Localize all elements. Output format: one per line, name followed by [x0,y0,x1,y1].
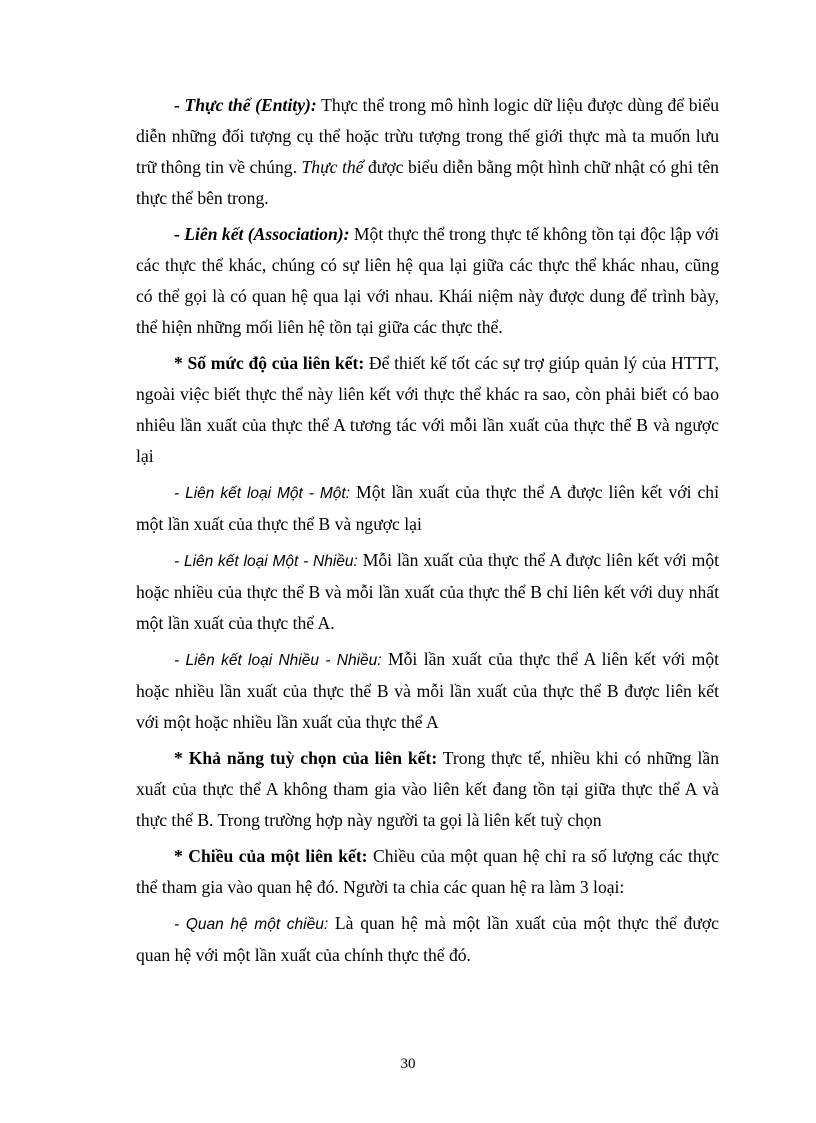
term-one-to-many: - Liên kết loại Một - Nhiều: [174,553,358,570]
term-many-to-many: - Liên kết loại Nhiều - Nhiều: [174,652,382,669]
paragraph-many-to-many [136,644,719,738]
paragraph-entity [136,90,719,214]
unary-text: Là quan hệ mà một lần xuất của một thực thể được quan hệ với một lần xuất của chính thực thể đó. [136,913,719,965]
term-association: - Liên kết (Association): [174,224,350,244]
page-number: 30 [400,1056,416,1072]
term-one-to-one: - Liên kết loại Một - Một: [174,485,351,502]
term-entity: - Thực thể (Entity): [174,95,317,115]
paragraph-association [136,219,719,343]
term-unary: - Quan hệ một chiều: [174,916,329,933]
paragraph-unary [136,908,719,971]
degree-text: Chiều của một quan hệ chỉ ra số lượng các thực thể tham gia vào quan hệ đó. Người ta chia các quan hệ ra làm 3 loại: [136,846,719,897]
paragraph-one-to-one [136,477,719,540]
entity-definition: Thực thể trong mô hình logic dữ liệu được dùng để biểu diễn những đối tượng cụ thể hoặc trừu tượng trong thế giới thực mà ta muốn lưu trữ thông tin về chúng. [136,95,719,177]
association-definition: Một thực thể trong thực tế không tồn tại độc lập với các thực thể khác, chúng có sự liên hệ qua lại giữa các thực thể khác nhau, cũng có thể gọi là có quan hệ qua lại với nhau. Khái niệm này được dung để trình bày, thể hiện những mối liên hệ tồn tại giữa các thực thể. [136,224,720,337]
optionality-text: Trong thực tế, nhiều khi có những lần xuất của thực thể A không tham gia vào liên kết đang tồn tại giữa thực thể A và thực thể B. Trong trường hợp này người ta gọi là liên kết tuỳ chọn [136,748,719,830]
heading-optionality: * Khả năng tuỳ chọn của liên kết: [174,748,438,768]
one-to-many-text: Mỗi lần xuất của thực thể A được liên kết với một hoặc nhiều của thực thể B và mỗi lần xuất của thực thể B chỉ liên kết với duy nhất một lần xuất của thực thể A. [136,550,720,633]
many-to-many-text: Mỗi lần xuất của thực thể A liên kết với một hoặc nhiều lần xuất của thực thể B và mỗi lần xuất của thực thể B được liên kết với một hoặc nhiều lần xuất của thực thể A [136,649,720,732]
heading-cardinality: * Số mức độ của liên kết: [174,353,365,373]
paragraph-degree [136,841,719,903]
entity-emphasis: Thực thể [301,157,364,177]
paragraph-cardinality [136,348,719,472]
page-content [136,90,719,976]
heading-degree: * Chiều của một liên kết: [174,846,368,866]
cardinality-text: Để thiết kế tốt các sự trợ giúp quản lý của HTTT, ngoài việc biết thực thể này liên kết với thực thể khác ra sao, còn phải biết có bao nhiêu lần xuất của thực thể A tương tác với mỗi lần xuất của thực thể B và ngược lại [136,353,719,466]
paragraph-optionality [136,743,719,836]
entity-definition-tail: được biểu diễn bằng một hình chữ nhật có ghi tên thực thể bên trong. [136,157,719,208]
one-to-one-text: Một lần xuất của thực thể A được liên kết với chỉ một lần xuất của thực thể B và ngược lại [136,482,719,534]
paragraph-one-to-many [136,545,719,639]
